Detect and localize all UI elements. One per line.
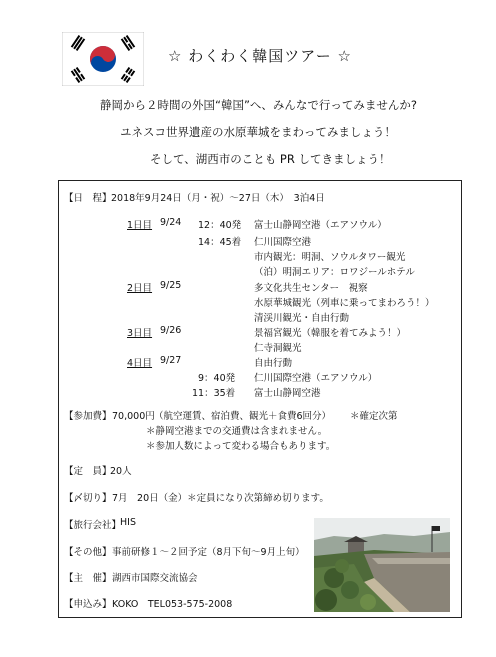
day1-text-3: 市内観光：明洞、ソウルタワー観光	[254, 252, 406, 263]
day1-text-4: （泊）明洞エリア：ロワジールホテル	[254, 267, 415, 278]
day2-text-3: 清渓川観光・自由行動	[254, 313, 350, 324]
day3-date: 9/26	[160, 325, 182, 336]
day2-label: 2日目	[127, 283, 153, 294]
day4-text-3: 富士山静岡空港	[254, 388, 321, 399]
day4-time-3: 11：35着	[192, 388, 236, 399]
day1-text-2: 仁川国際空港	[254, 237, 312, 248]
intro-line-2: ユネスコ世界遺産の水原華城をまわってみましょう！	[120, 125, 396, 139]
korean-flag-image	[62, 32, 144, 86]
other-value: 事前研修１～２回予定（8月下旬～9月上旬）	[112, 547, 305, 558]
fee-amount: 70,000円	[112, 411, 155, 422]
day3-text-2: 仁寺洞観光	[254, 343, 302, 354]
day1-time-1: 12：40発	[198, 220, 242, 231]
organizer-value: 湖西市国際交流協会	[112, 573, 198, 584]
deadline-label: 【〆切り】	[64, 493, 112, 504]
day1-time-2: 14：45着	[198, 237, 242, 248]
day1-text-1: 富士山静岡空港（エアソウル）	[254, 220, 387, 231]
intro-line-1: 静岡から２時間の外国“韓国”へ、みんなで行ってみませんか?	[100, 98, 418, 112]
day1-date: 9/24	[160, 217, 182, 228]
fee-note-2: ＊参加人数によって変わる場合もあります。	[146, 441, 336, 452]
day4-time-2: 9：40発	[198, 373, 236, 384]
day3-text-1: 景福宮観光（韓服を着てみよう！）	[254, 328, 407, 339]
day1-label: 1日目	[127, 220, 153, 231]
intro-line-3: そして、湖西市のことも PR してきましょう！	[150, 152, 391, 166]
fee-note-1: ＊静岡空港までの交通費は含まれません。	[146, 426, 328, 437]
apply-value: KOKO TEL053-575-2008	[112, 599, 233, 610]
day3-label: 3日目	[127, 328, 153, 339]
day2-date: 9/25	[160, 280, 182, 291]
deadline-value: 7月 20日（金）＊定員になり次第締め切ります。	[112, 493, 329, 504]
day4-date: 9/27	[160, 355, 182, 366]
organizer-label: 【主 催】	[64, 573, 112, 584]
day4-text-2: 仁川国際空港（エアソウル）	[254, 373, 378, 384]
day2-text-1: 多文化共生センター 視察	[254, 283, 368, 294]
capacity-label: 【定 員】	[64, 466, 112, 477]
day4-label: 4日目	[127, 358, 153, 369]
fee-note-main: ＊確定次第	[350, 411, 398, 422]
day2-text-2: 水原華城観光（列車に乗ってまわろう！）	[254, 298, 435, 309]
fee-detail: （航空運賃、宿泊費、観光＋食費6回分）	[154, 411, 332, 422]
schedule-dates: 2018年9月24日（月・祝）～27日（木） 3泊4日	[111, 193, 325, 204]
apply-label: 【申込み】	[64, 599, 112, 610]
agency-label: 【旅行会社】	[64, 520, 122, 531]
schedule-label: 【日 程】	[64, 193, 112, 204]
agency-value: HIS	[120, 517, 136, 528]
capacity-value: 20人	[110, 466, 132, 477]
fee-label: 【参加費】	[64, 411, 112, 422]
page-title: ☆ わくわく韓国ツアー ☆	[168, 47, 352, 65]
hwaseong-fortress-photo	[314, 518, 450, 612]
day4-text-1: 自由行動	[254, 358, 293, 369]
other-label: 【その他】	[64, 547, 112, 558]
